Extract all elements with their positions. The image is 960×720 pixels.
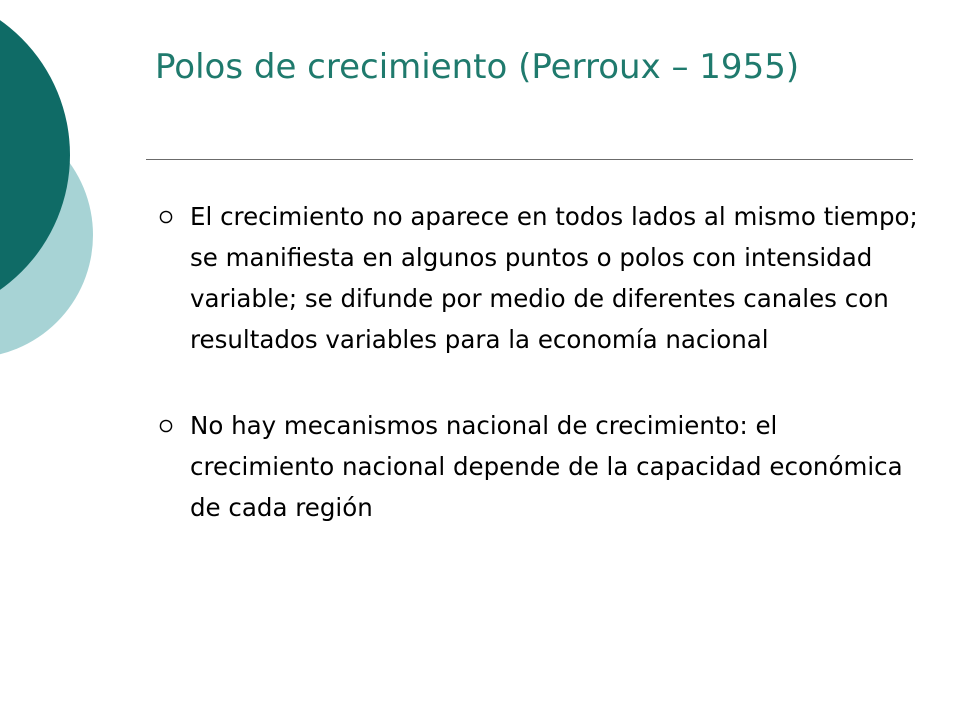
slide-title: Polos de crecimiento (Perroux – 1955) (155, 47, 800, 87)
hollow-circle-bullet-icon (159, 419, 173, 433)
bullet-item-2 (150, 405, 920, 528)
bullet-list (150, 196, 920, 528)
bullet-text-1: El crecimiento no aparece en todos lados al mismo tiempo; se manifiesta en algunos puntos o polos con intensidad variable; se difunde por medio de diferentes canales con resultados variables para la economía nacional (190, 202, 918, 354)
hollow-circle-bullet-icon (159, 210, 173, 224)
title-divider (146, 159, 913, 160)
bullet-text-2: No hay mecanismos nacional de crecimiento: el crecimiento nacional depende de la capacidad económica de cada región (190, 411, 903, 522)
bullet-item-1 (150, 196, 920, 360)
